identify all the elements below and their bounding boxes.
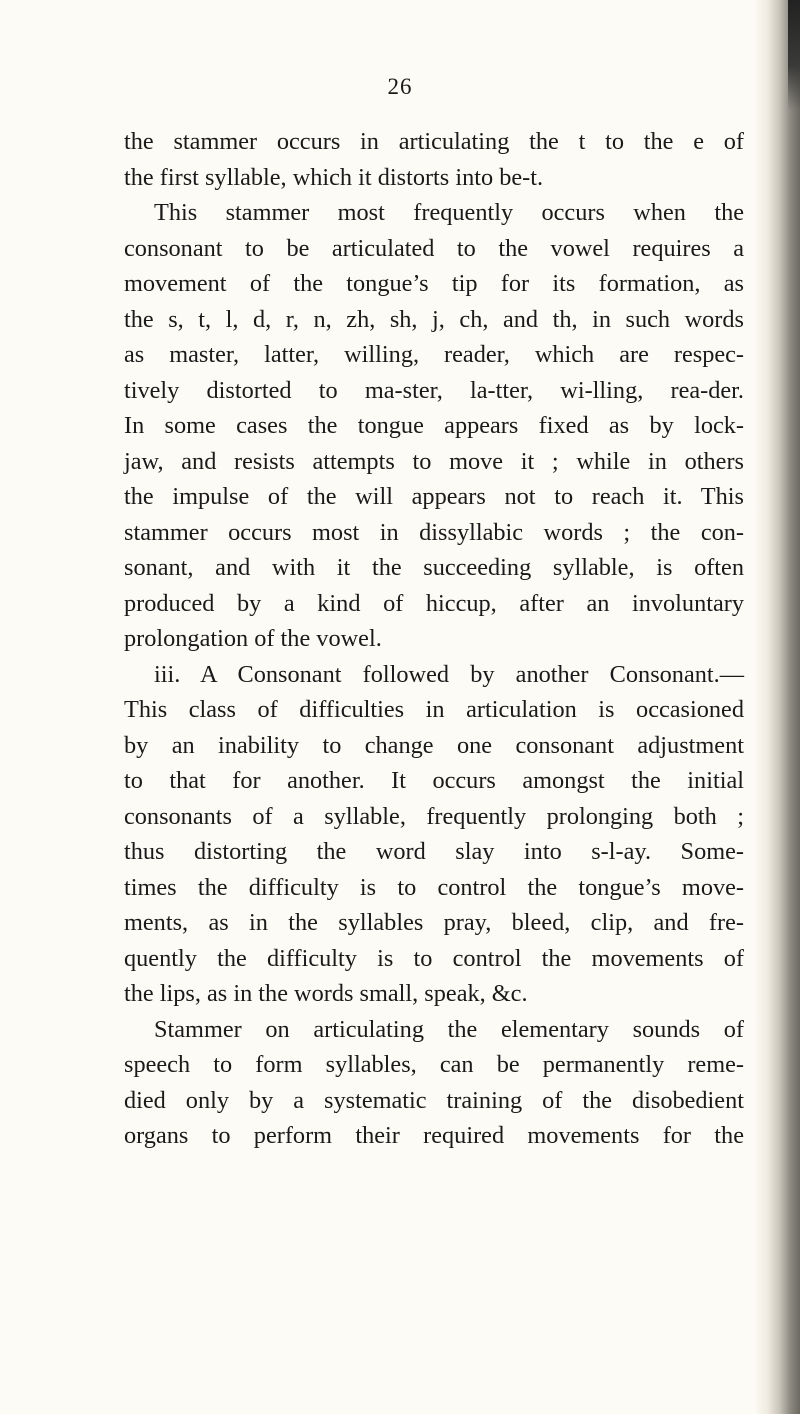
text-line: speech to form syllables, can be permanently reme- [124,1051,744,1078]
section-heading-line: iii. A Consonant followed by another Consonant.— [154,660,744,688]
text-line: as master, latter, willing, reader, which are respec- [124,341,744,368]
text-line: ments, as in the syllables pray, bleed, clip, and fre- [124,909,744,936]
body-text [124,124,744,1154]
text-line: tively distorted to ma-ster, la-tter, wi-lling, rea-der. [124,376,744,404]
text-line: sonant, and with it the succeeding syllable, is often [124,554,744,581]
text-line: quently the difficulty is to control the movements of [124,944,744,972]
text-line: died only by a systematic training of the disobedient [124,1086,744,1114]
text-line: stammer occurs most in dissyllabic words ; the con- [124,518,744,546]
text-line: consonant to be articulated to the vowel requires a [124,234,744,262]
text-line: movement of the tongue’s tip for its formation, as [124,270,744,297]
text-line: thus distorting the word slay into s-l-ay. Some- [124,838,744,865]
text-line: In some cases the tongue appears fixed as by lock- [124,412,744,439]
text-line: This stammer most frequently occurs when the [154,199,744,226]
text-line: the stammer occurs in articulating the t to the e of [124,128,744,155]
text-line: the lips, as in the words small, speak, &c. [124,980,528,1007]
text-line: organs to perform their required movements for the [124,1122,744,1149]
text-line: the s, t, l, d, r, n, zh, sh, j, ch, and th, in such words [124,305,744,333]
text-line: produced by a kind of hiccup, after an involuntary [124,589,744,617]
text-line: by an inability to change one consonant adjustment [124,731,744,759]
text-line: jaw, and resists attempts to move it ; while in others [124,447,744,475]
text-line: times the difficulty is to control the tongue’s move- [124,873,744,901]
text-line: the first syllable, which it distorts into be-t. [124,163,544,191]
text-line: prolongation of the vowel. [124,625,382,652]
text-line: This class of difficulties in articulation is occasioned [124,696,744,723]
page-number: 26 [387,74,413,99]
text-line: consonants of a syllable, frequently prolonging both ; [124,802,744,830]
text-line: Stammer on articulating the elementary sounds of [154,1015,744,1043]
text-line: to that for another. It occurs amongst the initial [124,767,744,794]
page-spine-shadow [754,0,800,1414]
text-line: the impulse of the will appears not to reach it. This [124,483,744,510]
